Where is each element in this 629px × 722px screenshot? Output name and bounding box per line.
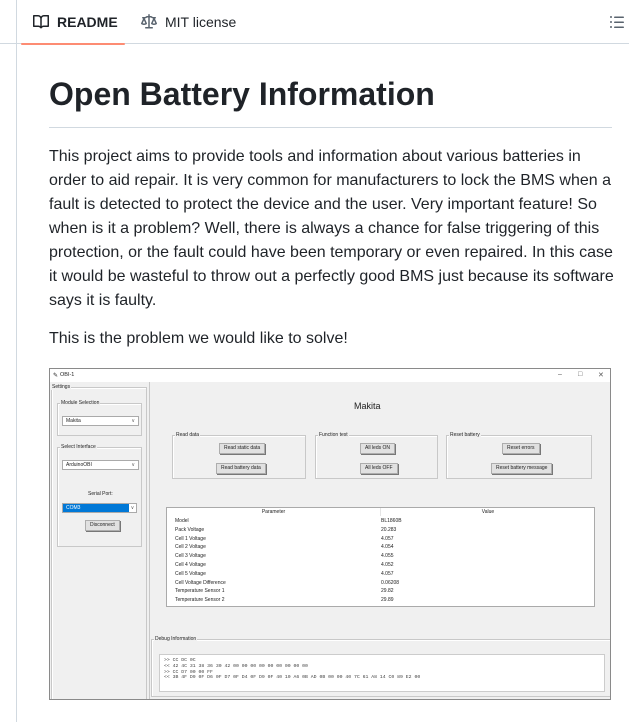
function-test-group (315, 432, 438, 479)
table-row-value: 4.055 (381, 553, 394, 560)
reset-battery-message-button: Reset battery message (491, 463, 552, 474)
readme-tabbar (0, 0, 629, 44)
read-data-label: Read data (176, 432, 200, 438)
debug-information-group (151, 636, 611, 697)
app-titlebar (50, 369, 610, 382)
reset-errors-button: Reset errors (502, 443, 540, 454)
reset-battery-label: Reset battery (450, 432, 480, 438)
table-row-value: 0.06208 (381, 579, 400, 586)
feather-icon: ✎ (53, 373, 59, 379)
table-row-param: Temperature Sensor 2 (175, 597, 225, 604)
chevron-down-icon: ∨ (130, 505, 135, 511)
module-header: Makita (354, 401, 381, 411)
table-row-param: Cell 3 Voltage (175, 553, 206, 560)
table-row-value: 20.283 (381, 526, 397, 533)
module-select (62, 416, 139, 426)
tab-readme[interactable] (21, 0, 125, 44)
parameter-column (175, 518, 226, 606)
serial-port-select (62, 503, 137, 513)
table-row-param: Cell 2 Voltage (175, 544, 206, 551)
reset-battery-group (446, 432, 592, 479)
module-selection-label: Module Selection (61, 400, 100, 406)
app-screenshot (49, 368, 611, 700)
debug-line: >> CC DC 0C (164, 658, 196, 663)
chevron-down-icon: ∨ (131, 462, 135, 468)
problem-statement: This is the problem we would like to solve! (49, 330, 348, 347)
disconnect-button: Disconnect (85, 520, 120, 531)
table-row-value: 4.054 (381, 544, 394, 551)
table-row-param: Cell 1 Voltage (175, 535, 206, 542)
battery-data-table (166, 507, 595, 607)
table-row-value: 4.057 (381, 535, 394, 542)
function-test-label: Function test (319, 432, 348, 438)
select-interface-label: Select Interface (61, 444, 96, 450)
table-row-param: Cell Voltage Difference (175, 579, 226, 586)
read-battery-data-button: Read battery data (216, 463, 266, 474)
table-row-value: 4.057 (381, 570, 394, 577)
debug-line: << 42 4C 31 38 36 30 42 00 00 00 00 00 00 00 00 00 (164, 663, 308, 669)
app-window-title: OBI-1 (60, 372, 75, 378)
table-row-param: Pack Voltage (175, 526, 205, 533)
page-title: Open Battery Information (49, 76, 435, 112)
chevron-down-icon: ∨ (131, 418, 135, 424)
list-unordered-icon (609, 14, 625, 30)
table-of-contents-button[interactable] (607, 12, 627, 32)
book-icon (33, 14, 49, 30)
serial-port-value: COM3 (66, 505, 81, 511)
title-divider (49, 127, 612, 128)
read-static-data-button: Read static data (219, 443, 265, 454)
law-scale-icon (141, 14, 157, 30)
table-row-value: 4.052 (381, 561, 394, 568)
debug-information-label: Debug Information (155, 636, 197, 642)
value-column (381, 518, 402, 606)
table-row-value: 29.89 (381, 597, 394, 604)
module-select-value: Makita (66, 418, 81, 424)
read-data-group (172, 432, 306, 479)
settings-group (51, 384, 147, 700)
module-selection-group (57, 400, 142, 436)
select-interface-group (57, 444, 142, 547)
all-leds-off-button: All leds OFF (360, 463, 398, 474)
interface-select (62, 460, 139, 470)
tab-readme-label: README (57, 14, 118, 30)
table-row-value: BL1860B (381, 518, 402, 524)
debug-log (159, 654, 605, 692)
debug-line: >> CC D7 00 00 FF (164, 669, 213, 675)
table-row-value: 29.82 (381, 588, 394, 595)
column-header-parameter: Parameter (261, 509, 286, 515)
table-row-param: Temperature Sensor 1 (175, 588, 225, 595)
close-icon: ✕ (598, 372, 604, 379)
table-row-param: Cell 5 Voltage (175, 570, 206, 577)
table-row-param: Model (175, 518, 189, 524)
maximize-icon: □ (578, 371, 583, 378)
tab-license-label: MIT license (165, 14, 237, 30)
minimize-icon: – (558, 371, 562, 378)
debug-line: << 3B 4F D9 0F D6 0F D7 0F D4 0F D9 0F 40 10 A6 0B AD 0B 00 00 40 7C 61 A8 14 C0 89 E2 00 (164, 675, 421, 681)
tab-license[interactable] (141, 0, 236, 44)
column-header-value: Value (481, 509, 495, 515)
all-leds-on-button: All leds ON (360, 443, 395, 454)
interface-select-value: ArduinoOBI (66, 462, 92, 468)
serial-port-label: Serial Port: (88, 491, 113, 497)
table-row-param: Cell 4 Voltage (175, 561, 206, 568)
intro-paragraph: This project aims to provide tools and information about various batteries in order to aid repair. It is very common for manufacturers to lock the BMS when a fault is detected to protect the device and the user. Very important feature! So when is it a problem? Well, there is always a chance for false triggering of this protection, or the fault could have been temporary or even repaired. In this case it would be wasteful to throw out a perfectly good BMS just because its software says it is faulty. (49, 148, 614, 309)
settings-label: Settings (52, 384, 71, 390)
